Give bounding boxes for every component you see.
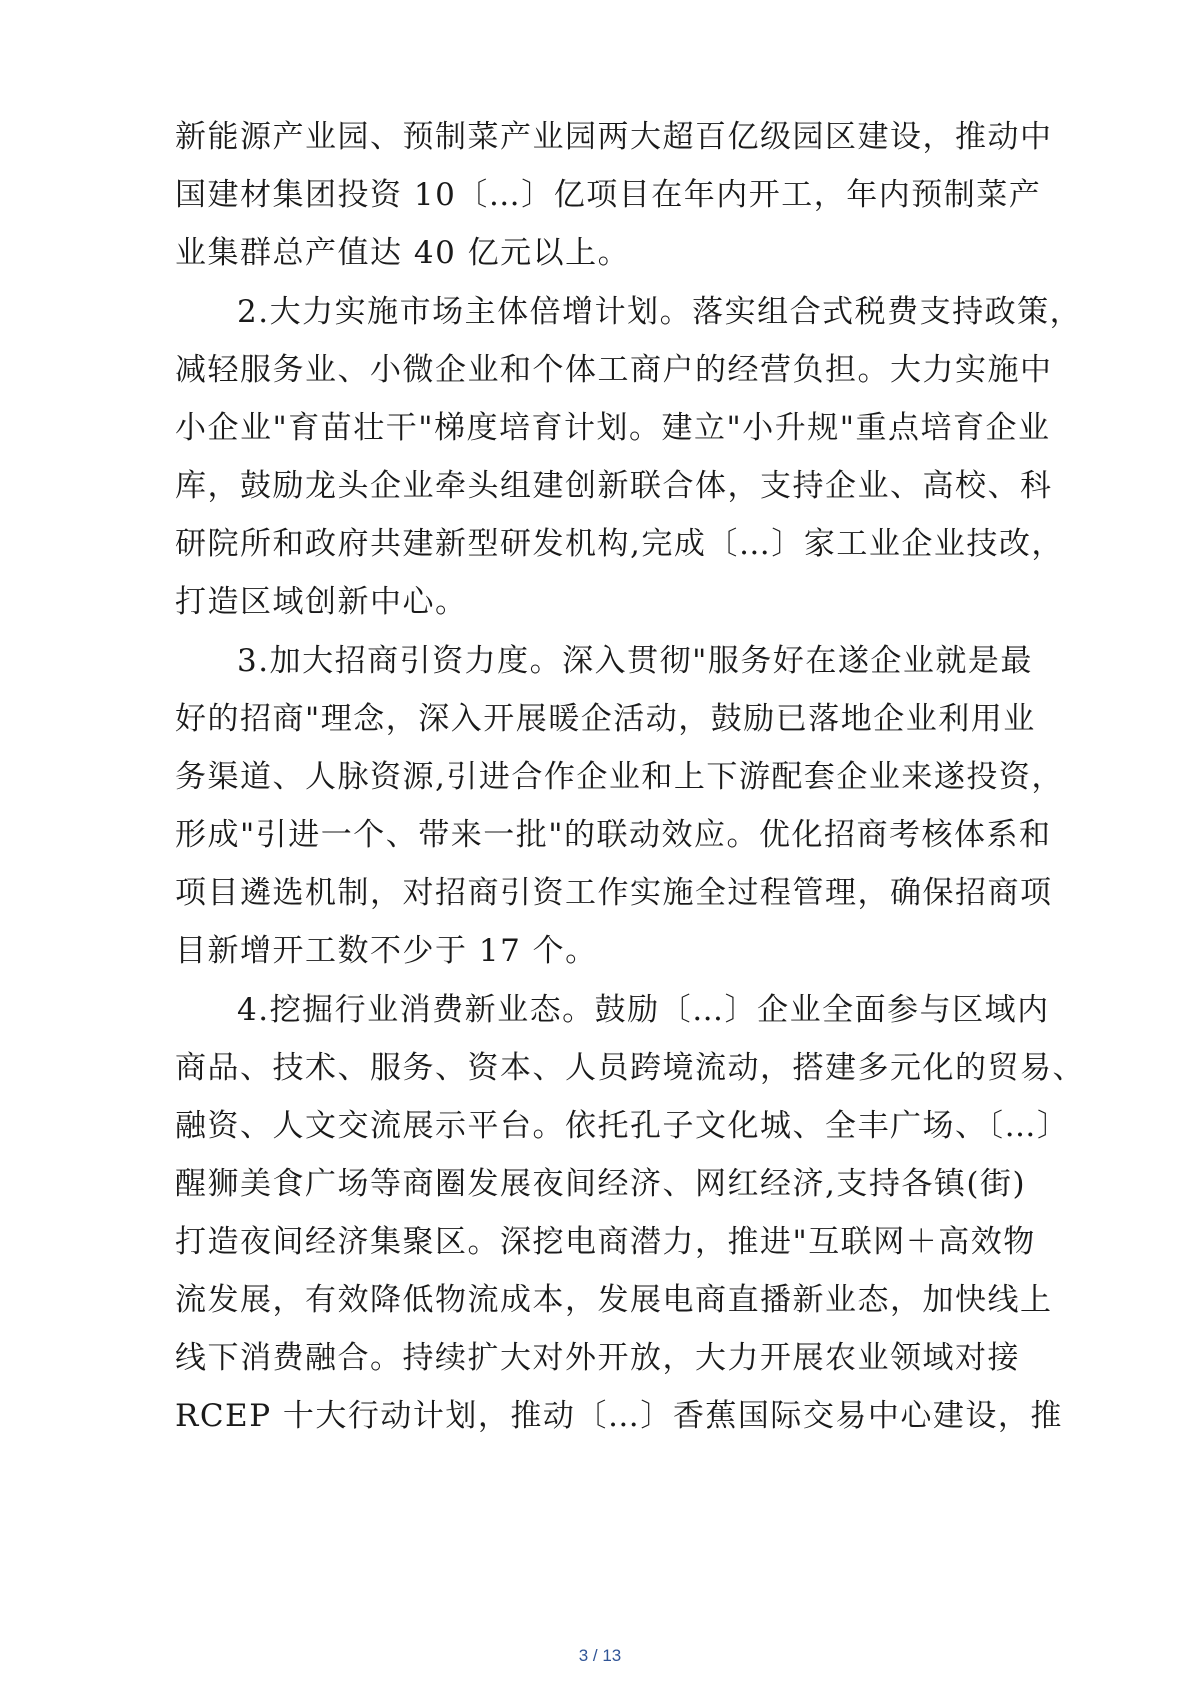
text-line: 国建材集团投资 10〔…〕亿项目在年内开工，年内预制菜产: [175, 177, 1042, 213]
text-line: 减轻服务业、小微企业和个体工商户的经营负担。大力实施中: [175, 352, 1053, 388]
text-line: 线下消费融合。持续扩大对外开放，大力开展农业领域对接: [175, 1340, 1020, 1376]
text-line: 库，鼓励龙头企业牵头组建创新联合体，支持企业、高校、科: [175, 468, 1053, 504]
text-line: 商品、技术、服务、资本、人员跨境流动，搭建多元化的贸易、: [175, 1050, 1085, 1086]
text-line: 醒狮美食广场等商圈发展夜间经济、网红经济,支持各镇(街): [175, 1166, 1027, 1202]
text-line: 打造区域创新中心。: [175, 584, 468, 620]
page-number: 3 / 13: [578, 1646, 622, 1665]
text-line: 流发展，有效降低物流成本，发展电商直播新业态，加快线上: [175, 1282, 1053, 1318]
text-line: 小企业"育苗壮干"梯度培育计划。建立"小升规"重点培育企业: [175, 410, 1051, 446]
text-line: 新能源产业园、预制菜产业园两大超百亿级园区建设，推动中: [175, 119, 1053, 155]
text-line: 项目遴选机制，对招商引资工作实施全过程管理，确保招商项: [175, 875, 1053, 911]
paragraph-heading-line: 2.大力实施市场主体倍增计划。落实组合式税费支持政策，: [237, 294, 1083, 330]
paragraph-heading-line: 3.加大招商引资力度。深入贯彻"服务好在遂企业就是最: [237, 643, 1033, 679]
text-line: 目新增开工数不少于 17 个。: [175, 933, 598, 969]
text-line: 形成"引进一个、带来一批"的联动效应。优化招商考核体系和: [175, 817, 1052, 853]
text-line: 打造夜间经济集聚区。深挖电商潜力，推进"互联网＋高效物: [175, 1224, 1036, 1260]
text-line: 研院所和政府共建新型研发机构,完成〔…〕家工业企业技改，: [175, 526, 1064, 562]
text-line: 融资、人文交流展示平台。依托孔子文化城、全丰广场、〔…〕: [175, 1108, 1070, 1144]
text-line: 好的招商"理念，深入开展暖企活动，鼓励已落地企业利用业: [175, 701, 1036, 737]
text-line: RCEP 十大行动计划，推动〔…〕香蕉国际交易中心建设，推: [175, 1398, 1063, 1434]
text-line: 务渠道、人脉资源,引进合作企业和上下游配套企业来遂投资，: [175, 759, 1064, 795]
text-line: 业集群总产值达 40 亿元以上。: [175, 235, 631, 271]
paragraph-heading-line: 4.挖掘行业消费新业态。鼓励〔…〕企业全面参与区域内: [237, 992, 1050, 1028]
